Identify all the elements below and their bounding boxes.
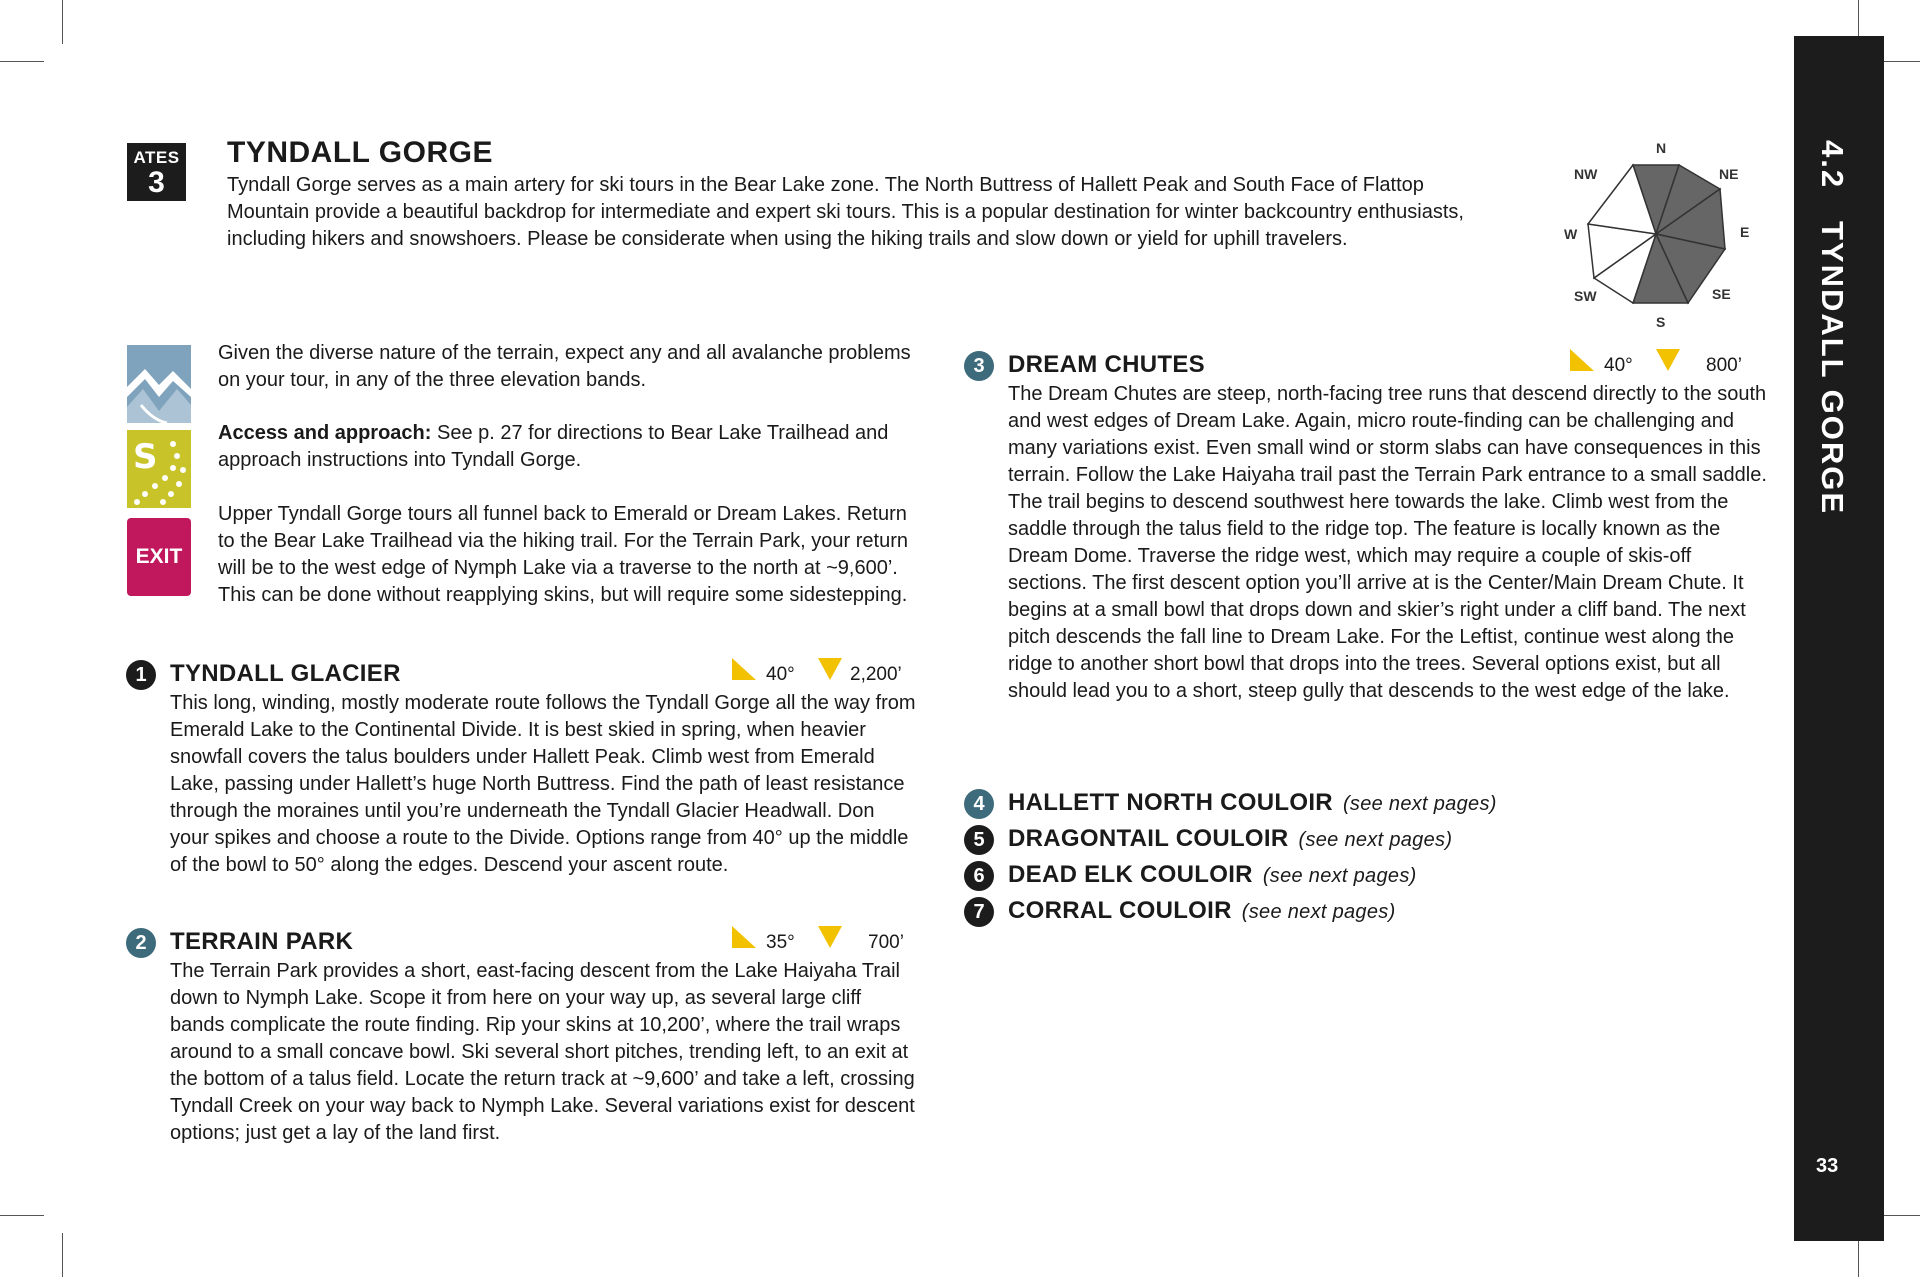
elevation-bands-icon xyxy=(127,345,191,423)
route-4-number: 4 xyxy=(964,789,994,819)
route-3-vertical: 800’ xyxy=(1706,355,1742,376)
route-7-note: (see next pages) xyxy=(1241,901,1396,923)
route-1-description: This long, winding, mostly moderate route follows the Tyndall Gorge all the way from Emerald Lake to the Continental Divide. It is best skied in spring, when heavier snowfall covers the talus boulders under Hallett Peak. Climb west from Emerald Lake, passing under Hallett’s huge North Buttress. Find the path of least resistance through the moraines until you’re underneath the Tyndall Glacier Headwall. Don your spikes and choose a route to the Divide. Options range from 40° up the middle of the bowl to 50° along the edges. Descend your ascent route. xyxy=(170,692,916,876)
route-4-note: (see next pages) xyxy=(1342,793,1497,815)
exit-paragraph: Upper Tyndall Gorge tours all funnel back to Emerald or Dream Lakes. Return to the Bear Lake Trailhead via the hiking trail. For the Terrain Park, your return will be to the west edge of Nymph Lake via a traverse to the north at ~9,600’. This can be done without reapplying skins, but will require some sidestepping. xyxy=(218,503,908,606)
exit-label: EXIT xyxy=(135,545,183,568)
crop-mark xyxy=(0,61,44,62)
crop-mark xyxy=(62,0,63,44)
avalanche-paragraph: Given the diverse nature of the terrain, expect any and all avalanche problems on your tour, in any of the three elevation bands. xyxy=(218,342,911,391)
route-6-name: DEAD ELK COULOIR (see next pages) xyxy=(1008,861,1417,888)
compass-label-s: S xyxy=(1656,314,1666,330)
compass-label-n: N xyxy=(1656,140,1667,156)
skin-track-icon xyxy=(127,430,191,508)
route-1-name: TYNDALL GLACIER xyxy=(170,660,401,687)
route-6-note: (see next pages) xyxy=(1262,865,1417,887)
slope-angle-icon xyxy=(1568,347,1596,378)
route-5-number: 5 xyxy=(964,825,994,855)
route-3-slope: 40° xyxy=(1604,355,1633,376)
route-3-number: 3 xyxy=(964,351,994,381)
route-7-number: 7 xyxy=(964,897,994,927)
compass-label-nw: NW xyxy=(1574,166,1598,182)
route-2-number: 2 xyxy=(126,928,156,958)
route-3-name: DREAM CHUTES xyxy=(1008,351,1205,378)
svg-text:S: S xyxy=(133,437,158,477)
route-5-name: DRAGONTAIL COULOIR (see next pages) xyxy=(1008,825,1453,852)
sidebar-chapter: TYNDALL GORGE xyxy=(1815,220,1850,516)
compass-label-sw: SW xyxy=(1574,288,1597,304)
page-title: TYNDALL GORGE xyxy=(227,136,493,169)
route-3-description: The Dream Chutes are steep, north-facing tree runs that descend directly to the south and west edges of Dream Lake. Again, micro route-finding can be challenging and many variations exist. Even small wind or storm slabs can have consequences in this terrain. Follow the Lake Haiyaha trail past the Terrain Park entrance to a small saddle. The trail begins to descend southwest here towards the lake. Climb west from the saddle through the talus field to the ridge top. The feature is locally known as the Dream Dome. Traverse the ridge west, which may require a couple of skis-off sections. The first descent option you’ll arrive at is the Center/Main Dream Chute. It begins at a small bowl that drops down and skier’s right under a cliff band. The next pitch descends the fall line to Dream Lake. For the Leftist, continue west along the ridge to another short bowl that drops into the trees. Several options exist, but all should lead you to a short, steep gully that descends to the west edge of the lake. xyxy=(1008,383,1767,702)
vertical-drop-icon xyxy=(816,656,844,687)
ates-label: ATES xyxy=(133,148,180,167)
ates-value: 3 xyxy=(148,166,165,199)
page-number: 33 xyxy=(1816,1155,1839,1177)
route-7-name: CORRAL COULOIR (see next pages) xyxy=(1008,897,1396,924)
vertical-drop-icon xyxy=(816,924,844,955)
route-2-slope: 35° xyxy=(766,932,795,953)
sidebar-section: 4.2 xyxy=(1815,140,1850,190)
crop-mark xyxy=(62,1233,63,1277)
slope-angle-icon xyxy=(730,656,758,687)
route-2-description: The Terrain Park provides a short, east-facing descent from the Lake Haiyaha Trail down to Nymph Lake. Scope it from here on your way up, as several large cliff bands complicate the route finding. Rip your skins at 10,200’, where the trail wraps around to a small concave bowl. Ski several short pitches, trending left, to an exit at the bottom of a talus field. Locate the return track at ~9,600’ and take a left, crossing Tyndall Creek on your way back to Nymph Lake. Several variations exist for descent options; just get a lay of the land first. xyxy=(170,960,915,1144)
compass-label-w: W xyxy=(1564,226,1578,242)
aspect-compass xyxy=(1560,138,1760,338)
exit-icon xyxy=(127,518,191,596)
access-paragraph xyxy=(218,420,918,474)
access-label: Access and approach: xyxy=(218,422,432,444)
intro-paragraph: Tyndall Gorge serves as a main artery for ski tours in the Bear Lake zone. The North Buttress of Hallett Peak and South Face of Flattop Mountain provide a beautiful backdrop for intermediate and expert ski tours. This is a popular destination for winter backcountry enthusiasts, including hikers and snowshoers. Please be considerate when using the hiking trails and slow down or yield for uphill travelers. xyxy=(227,174,1464,250)
route-5-note: (see next pages) xyxy=(1298,829,1453,851)
route-1-number: 1 xyxy=(126,660,156,690)
route-2-vertical: 700’ xyxy=(868,932,904,953)
compass-label-ne: NE xyxy=(1719,166,1739,182)
access-text: See p. 27 for directions to Bear Lake Trailhead and approach instructions into Tyndall Gorge. xyxy=(218,422,889,471)
route-2-name: TERRAIN PARK xyxy=(170,928,354,955)
route-6-number: 6 xyxy=(964,861,994,891)
vertical-drop-icon xyxy=(1654,347,1682,378)
crop-mark xyxy=(0,1215,44,1216)
route-1-slope: 40° xyxy=(766,664,795,685)
route-1-vertical: 2,200’ xyxy=(850,664,902,685)
route-4-name: HALLETT NORTH COULOIR (see next pages) xyxy=(1008,789,1497,816)
compass-label-e: E xyxy=(1740,224,1750,240)
compass-label-se: SE xyxy=(1712,286,1731,302)
slope-angle-icon xyxy=(730,924,758,955)
sidebar-title xyxy=(1814,140,1850,515)
ates-badge xyxy=(127,143,186,201)
